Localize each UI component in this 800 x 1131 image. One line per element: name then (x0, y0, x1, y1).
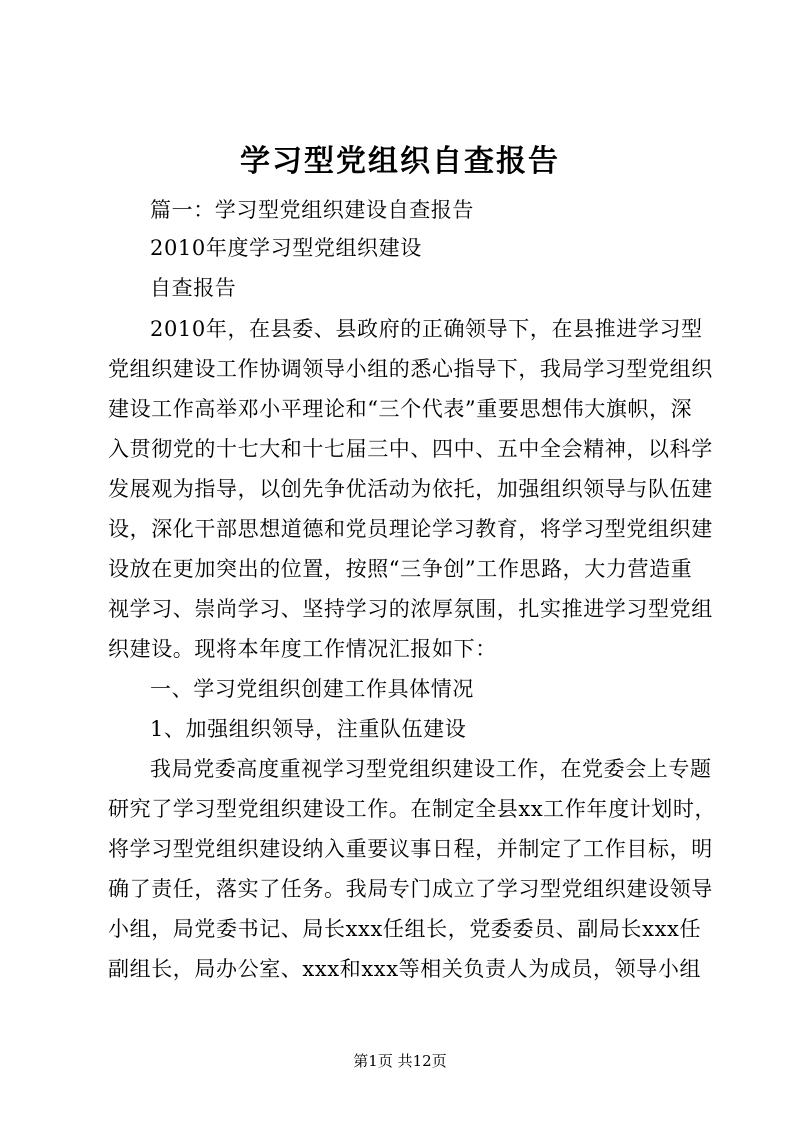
paragraph-line: 建设工作高举邓小平理论和“三个代表”重要思想伟大旗帜，深 (108, 397, 693, 421)
document-title: 学习型党组织自查报告 (240, 144, 560, 179)
subtitle-line: 自查报告 (150, 276, 237, 300)
paragraph-line: 织建设。现将本年度工作情况汇报如下： (108, 637, 497, 661)
paragraph-line: 视学习、崇尚学习、坚持学习的浓厚氛围，扎实推进学习型党组 (108, 597, 713, 621)
paragraph-line: 党组织建设工作协调领导小组的悉心指导下，我局学习型党组织 (108, 357, 713, 381)
paragraph-line: 研究了学习型党组织建设工作。在制定全县xx工作年度计划时， (108, 797, 717, 821)
paragraph-line: 副组长，局办公室、xxx和xxx等相关负责人为成员，领导小组 (108, 957, 702, 981)
paragraph-line: 将学习型党组织建设纳入重要议事日程，并制定了工作目标，明 (108, 837, 713, 861)
paragraph-line: 设放在更加突出的位置，按照“三争创”工作思路，大力营造重 (108, 557, 693, 581)
subtitle-line: 2010年度学习型党组织建设 (150, 236, 422, 260)
paragraph-line: 确了责任，落实了任务。我局专门成立了学习型党组织建设领导 (108, 877, 713, 901)
paragraph-line: 我局党委高度重视学习型党组织建设工作，在党委会上专题 (150, 757, 712, 781)
page-number: 第1页 共12页 (353, 1052, 447, 1070)
paragraph-line: 2010年，在县委、县政府的正确领导下，在县推进学习型 (150, 317, 703, 341)
section-heading: 一、学习党组织创建工作具体情况 (150, 677, 474, 701)
section-heading: 篇一：学习型党组织建设自查报告 (150, 198, 474, 222)
paragraph-line: 入贯彻党的十七大和十七届三中、四中、五中全会精神，以科学 (108, 437, 713, 461)
paragraph-line: 设，深化干部思想道德和党员理论学习教育，将学习型党组织建 (108, 517, 713, 541)
paragraph-line: 发展观为指导，以创先争优活动为依托，加强组织领导与队伍建 (108, 477, 713, 501)
subsection-heading: 1、加强组织领导，注重队伍建设 (150, 717, 467, 741)
paragraph-line: 小组，局党委书记、局长xxx任组长，党委委员、副局长xxx任 (108, 917, 702, 941)
